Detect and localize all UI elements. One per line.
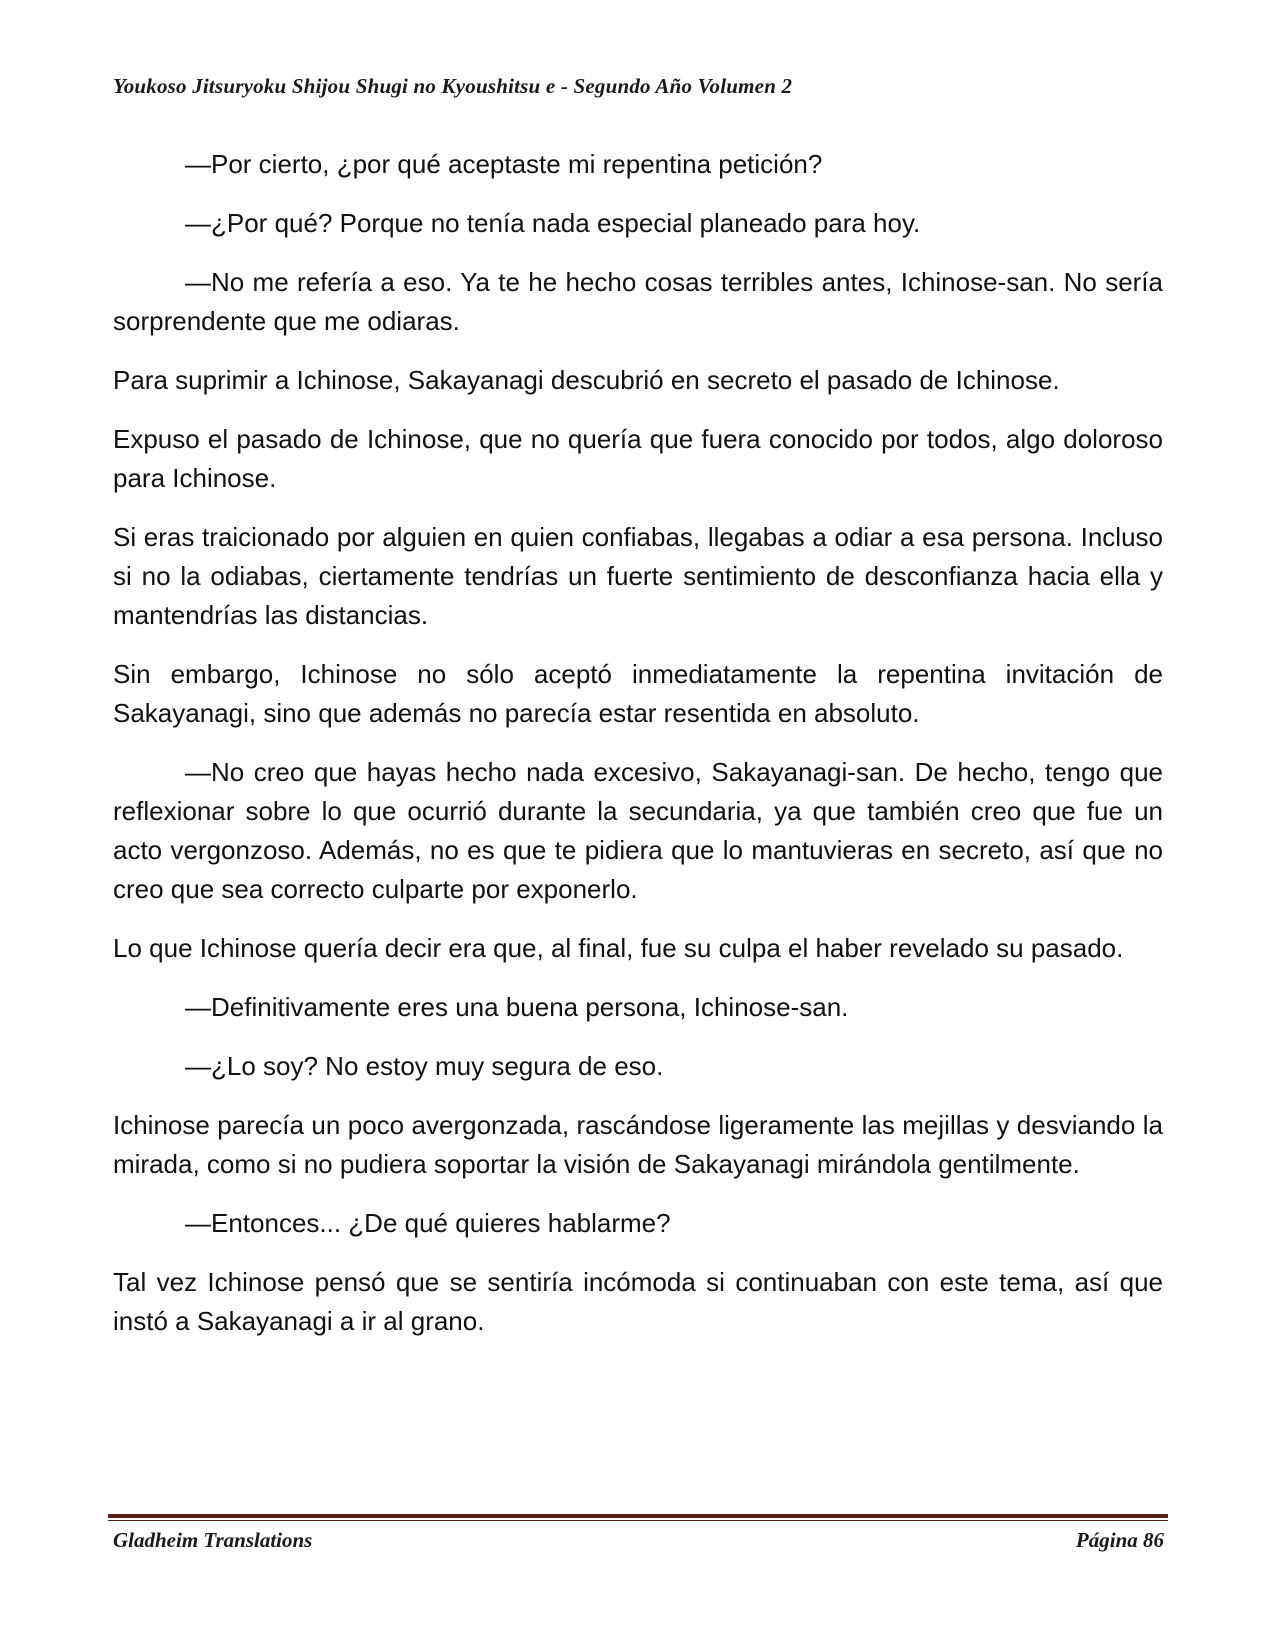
dialogue-paragraph: —No creo que hayas hecho nada excesivo, Sakayanagi-san. De hecho, tengo que reflexionar sobre lo que ocurrió durante la secundaria, ya que también creo que fue un acto vergonzoso. Además, no es que te pidiera que lo mantuvieras en secreto, así que no creo que sea correcto culparte por exponerlo. [113,757,1163,904]
narration-paragraph: Expuso el pasado de Ichinose, que no quería que fuera conocido por todos, algo doloroso para Ichinose. [113,424,1163,493]
narration-paragraph: Tal vez Ichinose pensó que se sentiría incómoda si continuaban con este tema, así que instó a Sakayanagi a ir al grano. [113,1267,1163,1336]
footer-divider-thick-line [108,1514,1168,1518]
narration-paragraph: Ichinose parecía un poco avergonzada, rascándose ligeramente las mejillas y desviando la mirada, como si no pudiera soportar la visión de Sakayanagi mirándola gentilmente. [113,1110,1163,1179]
narration-paragraph: Para suprimir a Ichinose, Sakayanagi descubrió en secreto el pasado de Ichinose. [113,365,1060,395]
dialogue-paragraph: —¿Por qué? Porque no tenía nada especial planeado para hoy. [185,208,921,238]
footer-divider [108,1514,1168,1522]
narration-paragraph: Si eras traicionado por alguien en quien confiabas, llegabas a odiar a esa persona. Incluso si no la odiabas, ciertamente tendrías un fuerte sentimiento de desconfianza hacia ella y mantendrías las distancias. [113,522,1163,630]
dialogue-paragraph: —No me refería a eso. Ya te he hecho cosas terribles antes, Ichinose-san. No sería sorprendente que me odiaras. [113,267,1163,336]
footer-divider-thin-line [108,1520,1168,1521]
footer-translator-credit: Gladheim Translations [113,1528,313,1552]
dialogue-paragraph: —Entonces... ¿De qué quieres hablarme? [185,1208,671,1238]
body-text [113,145,1163,1361]
dialogue-paragraph: —Definitivamente eres una buena persona, Ichinose-san. [185,992,849,1022]
narration-paragraph: Sin embargo, Ichinose no sólo aceptó inmediatamente la repentina invitación de Sakayanagi, sino que además no parecía estar resentida en absoluto. [113,659,1163,728]
dialogue-paragraph: —Por cierto, ¿por qué aceptaste mi repentina petición? [185,149,823,179]
narration-paragraph: Lo que Ichinose quería decir era que, al final, fue su culpa el haber revelado su pasado. [113,933,1124,963]
dialogue-paragraph: —¿Lo soy? No estoy muy segura de eso. [185,1051,664,1081]
page-header-title: Youkoso Jitsuryoku Shijou Shugi no Kyoushitsu e - Segundo Año Volumen 2 [113,74,793,98]
footer-page-number: Página 86 [1075,1528,1164,1552]
